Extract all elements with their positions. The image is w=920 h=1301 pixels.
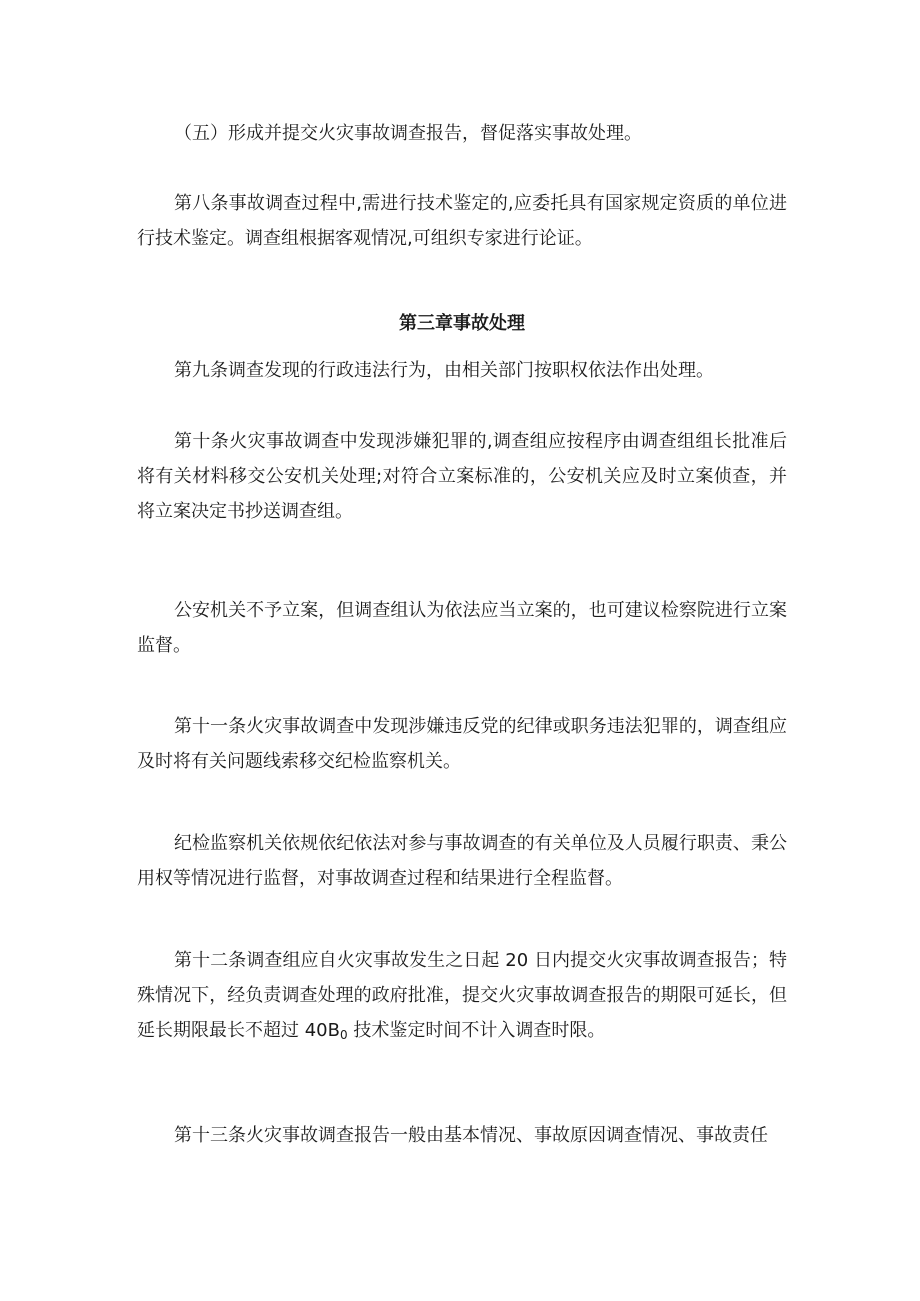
paragraph-article-9: 第九条调查发现的行政违法行为，由相关部门按职权依法作出处理。 [174, 360, 714, 381]
paragraph-public-security: 公安机关不予立案，但调查组认为依法应当立案的，也可建议检察院进行立案监督。 [137, 600, 787, 656]
paragraph-supervision: 纪检监察机关依规依纪依法对参与事故调查的有关单位及人员履行职责、秉公用权等情况进行监督，对事故调查过程和结果进行全程监督。 [137, 833, 787, 889]
article-12-text-end: 技术鉴定时间不计入调查时限。 [347, 1020, 606, 1041]
article-12-text: 第十二条调查组应自火灾事故发生之日起 20 日内提交火灾事故调查报告；特殊情况下，经负责调查处理的政府批准，提交火灾事故调查报告的期限可延长，但延长期限最长不超过 40B [137, 950, 787, 1041]
paragraph-article-12 [137, 943, 787, 1053]
paragraph-article-8: 第八条事故调查过程中,需进行技术鉴定的,应委托具有国家规定资质的单位进行技术鉴定。调查组根据客观情况,可组织专家进行论证。 [137, 193, 787, 249]
chapter-heading: 第三章事故处理 [399, 313, 525, 334]
paragraph-item-5: （五）形成并提交火灾事故调查报告，督促落实事故处理。 [174, 123, 642, 144]
paragraph-article-10: 第十条火灾事故调查中发现涉嫌犯罪的,调查组应按程序由调查组组长批准后将有关材料移交公安机关处理;对符合立案标准的，公安机关应及时立案侦查，并将立案决定书抄送调查组。 [137, 431, 787, 522]
subscript-text: 0 [339, 1028, 348, 1042]
paragraph-article-11: 第十一条火灾事故调查中发现涉嫌违反党的纪律或职务违法犯罪的，调查组应及时将有关问题线索移交纪检监察机关。 [137, 716, 787, 772]
paragraph-article-13: 第十三条火灾事故调查报告一般由基本情况、事故原因调查情况、事故责任 [174, 1125, 768, 1146]
